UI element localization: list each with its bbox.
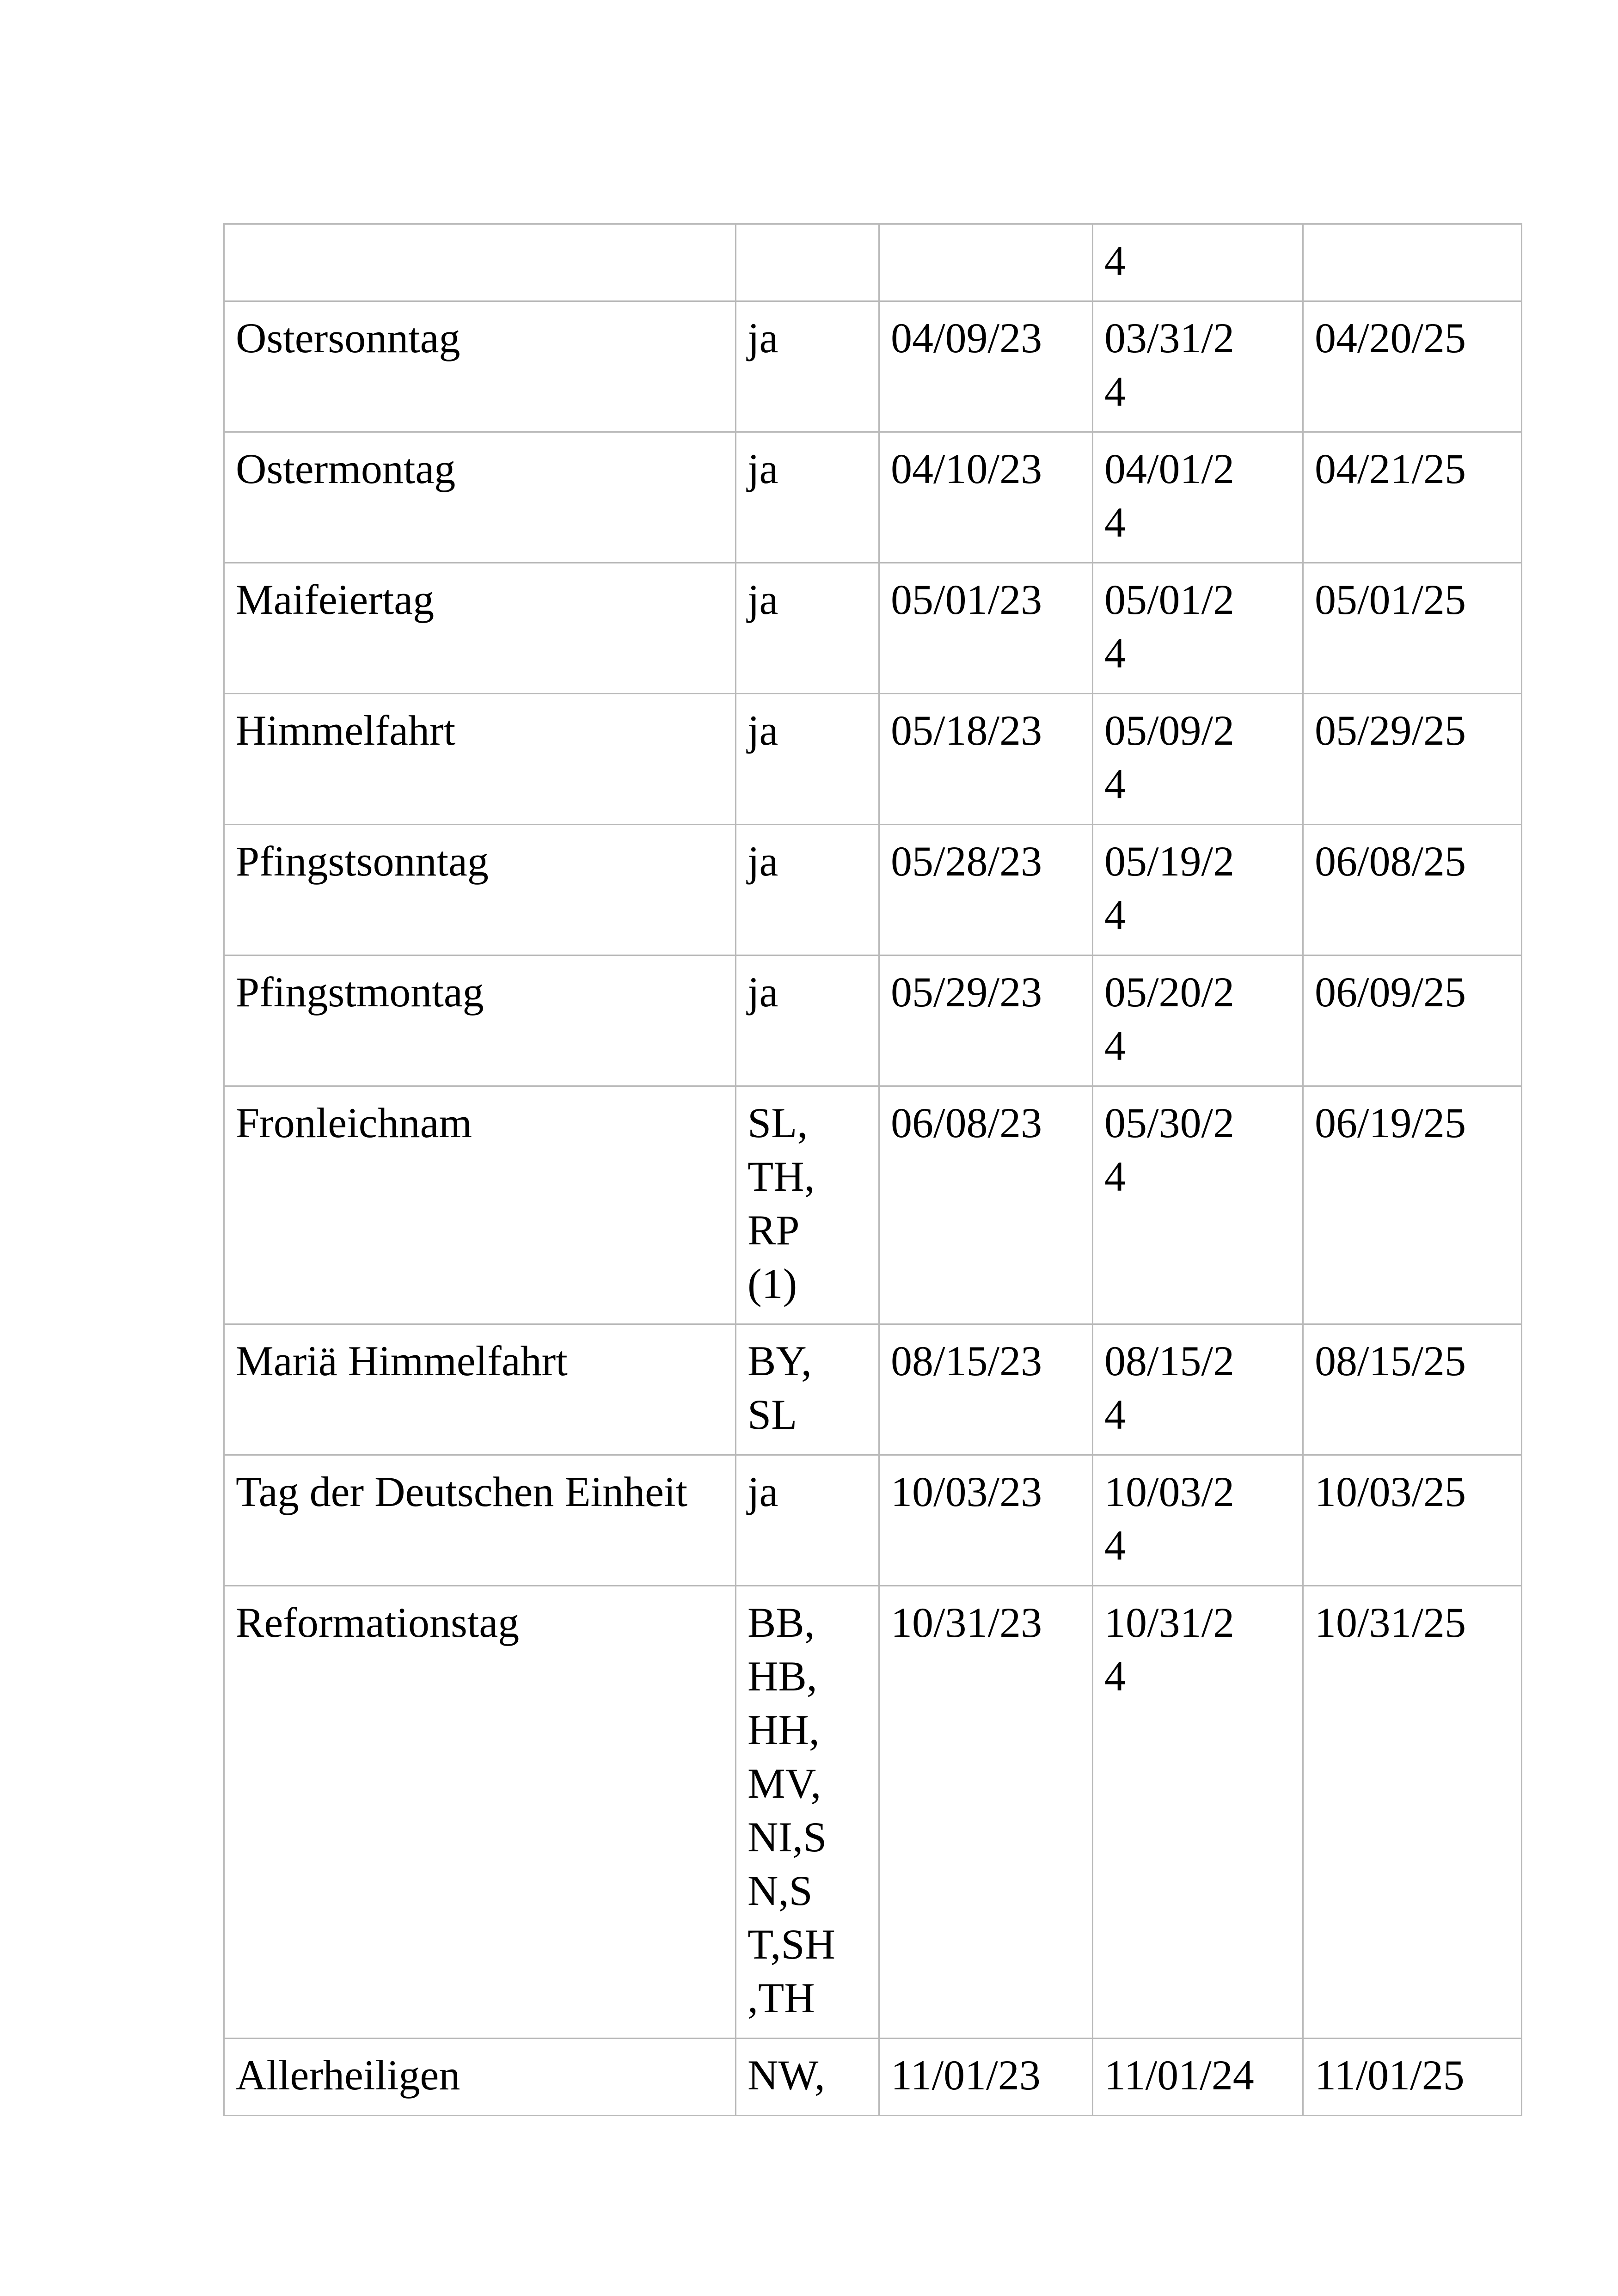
- holiday-name-cell: Ostermontag: [224, 432, 736, 563]
- table-row: [224, 825, 1522, 955]
- holiday-name-cell: Maifeiertag: [224, 563, 736, 694]
- date-2023-cell: 10/31/23: [879, 1586, 1093, 2039]
- holiday-table-body: [224, 224, 1522, 2116]
- holiday-table: [223, 223, 1522, 2116]
- date-2025-cell: 08/15/25: [1303, 1324, 1522, 1455]
- date-2024-cell: 10/31/2 4: [1093, 1586, 1303, 2039]
- date-2023-cell: 08/15/23: [879, 1324, 1093, 1455]
- table-row: [224, 1324, 1522, 1455]
- date-2024-cell: 05/01/2 4: [1093, 563, 1303, 694]
- holiday-name-cell: Reformationstag: [224, 1586, 736, 2039]
- date-2024-cell: 05/20/2 4: [1093, 955, 1303, 1086]
- date-2024-cell: 4: [1093, 224, 1303, 301]
- states-cell: ja: [736, 563, 879, 694]
- states-cell: ja: [736, 1455, 879, 1586]
- date-2025-cell: 06/19/25: [1303, 1086, 1522, 1324]
- date-2023-cell: 05/18/23: [879, 694, 1093, 825]
- date-2024-cell: 10/03/2 4: [1093, 1455, 1303, 1586]
- date-2025-cell: 04/20/25: [1303, 301, 1522, 432]
- states-cell: BB, HB, HH, MV, NI,S N,S T,SH ,TH: [736, 1586, 879, 2039]
- states-cell: ja: [736, 955, 879, 1086]
- states-cell: ja: [736, 301, 879, 432]
- holiday-name-cell: Fronleichnam: [224, 1086, 736, 1324]
- holiday-name-cell: Ostersonntag: [224, 301, 736, 432]
- date-2025-cell: 05/01/25: [1303, 563, 1522, 694]
- holiday-name-cell: Allerheiligen: [224, 2039, 736, 2116]
- date-2025-cell: 11/01/25: [1303, 2039, 1522, 2116]
- table-row: [224, 563, 1522, 694]
- states-cell: [736, 224, 879, 301]
- date-2023-cell: 05/29/23: [879, 955, 1093, 1086]
- table-row: [224, 955, 1522, 1086]
- table-row: [224, 1586, 1522, 2039]
- table-row: [224, 432, 1522, 563]
- date-2024-cell: 05/09/2 4: [1093, 694, 1303, 825]
- date-2024-cell: 04/01/2 4: [1093, 432, 1303, 563]
- table-row: [224, 224, 1522, 301]
- date-2023-cell: 05/01/23: [879, 563, 1093, 694]
- date-2024-cell: 05/30/2 4: [1093, 1086, 1303, 1324]
- states-cell: BY, SL: [736, 1324, 879, 1455]
- holiday-name-cell: Pfingstmontag: [224, 955, 736, 1086]
- states-cell: ja: [736, 694, 879, 825]
- date-2023-cell: [879, 224, 1093, 301]
- date-2025-cell: 10/31/25: [1303, 1586, 1522, 2039]
- date-2024-cell: 05/19/2 4: [1093, 825, 1303, 955]
- states-cell: SL, TH, RP (1): [736, 1086, 879, 1324]
- holiday-name-cell: Himmelfahrt: [224, 694, 736, 825]
- states-cell: ja: [736, 432, 879, 563]
- table-row: [224, 1086, 1522, 1324]
- date-2023-cell: 05/28/23: [879, 825, 1093, 955]
- holiday-name-cell: Mariä Himmelfahrt: [224, 1324, 736, 1455]
- table-row: [224, 694, 1522, 825]
- holiday-name-cell: Pfingstsonntag: [224, 825, 736, 955]
- table-row: [224, 301, 1522, 432]
- date-2024-cell: 11/01/24: [1093, 2039, 1303, 2116]
- date-2024-cell: 08/15/2 4: [1093, 1324, 1303, 1455]
- states-cell: NW,: [736, 2039, 879, 2116]
- date-2023-cell: 06/08/23: [879, 1086, 1093, 1324]
- date-2025-cell: [1303, 224, 1522, 301]
- holiday-name-cell: [224, 224, 736, 301]
- date-2025-cell: 05/29/25: [1303, 694, 1522, 825]
- date-2025-cell: 06/09/25: [1303, 955, 1522, 1086]
- date-2024-cell: 03/31/2 4: [1093, 301, 1303, 432]
- date-2023-cell: 11/01/23: [879, 2039, 1093, 2116]
- date-2025-cell: 06/08/25: [1303, 825, 1522, 955]
- date-2023-cell: 04/10/23: [879, 432, 1093, 563]
- date-2023-cell: 10/03/23: [879, 1455, 1093, 1586]
- date-2025-cell: 10/03/25: [1303, 1455, 1522, 1586]
- table-row: [224, 1455, 1522, 1586]
- date-2023-cell: 04/09/23: [879, 301, 1093, 432]
- holiday-name-cell: Tag der Deutschen Einheit: [224, 1455, 736, 1586]
- date-2025-cell: 04/21/25: [1303, 432, 1522, 563]
- table-row: [224, 2039, 1522, 2116]
- states-cell: ja: [736, 825, 879, 955]
